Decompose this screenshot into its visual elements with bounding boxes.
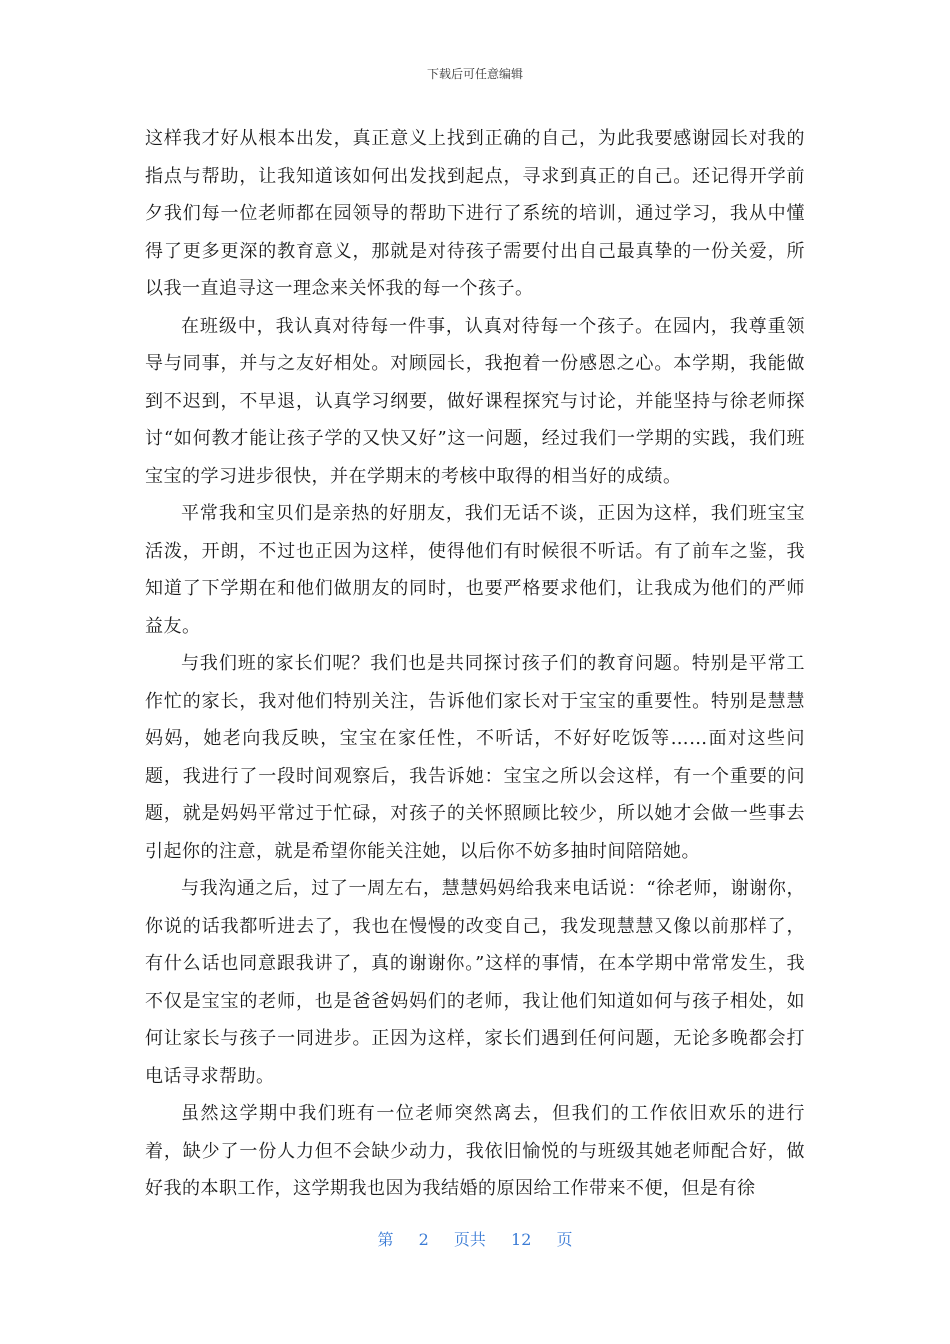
footer-suffix: 页 (556, 1230, 573, 1249)
paragraph-3: 平常我和宝贝们是亲热的好朋友，我们无话不谈，正因为这样，我们班宝宝活泼，开朗，不过也正因为这样，使得他们有时候很不听话。有了前车之鉴，我知道了下学期在和他们做朋友的同时，也要严格要求他们，让我成为他们的严师益友。 (145, 503, 805, 637)
paragraph-5: 与我沟通之后，过了一周左右，慧慧妈妈给我来电话说：“徐老师，谢谢你，你说的话我都听进去了，我也在慢慢的改变自己，我发现慧慧又像以前那样了，有什么话也同意跟我讲了，真的谢谢你。”这样的事情，在本学期中常常发生，我不仅是宝宝的老师，也是爸爸妈妈们的老师，我让他们知道如何与孩子相处，如何让家长与孩子一同进步。正因为这样，家长们遇到任何问题，无论多晚都会打电话寻求帮助。 (145, 878, 805, 1087)
document-body (145, 120, 805, 1208)
footer-current-page: 2 (418, 1230, 429, 1249)
footer-total-pages: 12 (511, 1230, 532, 1249)
page-footer (0, 1230, 950, 1250)
paragraph-2: 在班级中，我认真对待每一件事，认真对待每一个孩子。在园内，我尊重领导与同事，并与之友好相处。对顾园长，我抱着一份感恩之心。本学期，我能做到不迟到，不早退，认真学习纲要，做好课程探究与讨论，并能坚持与徐老师探讨“如何教才能让孩子学的又快又好”这一问题，经过我们一学期的实践，我们班宝宝的学习进步很快，并在学期末的考核中取得的相当好的成绩。 (145, 315, 805, 487)
footer-prefix: 第 (377, 1230, 394, 1249)
page-header-note: 下载后可任意编辑 (426, 67, 523, 81)
paragraph-1: 这样我才好从根本出发，真正意义上找到正确的自己，为此我要感谢园长对我的指点与帮助，让我知道该如何出发找到起点，寻求到真正的自己。还记得开学前夕我们每一位老师都在园领导的帮助下进行了系统的培训，通过学习，我从中懂得了更多更深的教育意义，那就是对待孩子需要付出自己最真挚的一份关爱，所以我一直追寻这一理念来关怀我的每一个孩子。 (145, 128, 805, 299)
footer-middle: 页共 (453, 1230, 486, 1249)
paragraph-4: 与我们班的家长们呢？我们也是共同探讨孩子们的教育问题。特别是平常工作忙的家长，我对他们特别关注，告诉他们家长对于宝宝的重要性。特别是慧慧妈妈，她老向我反映，宝宝在家任性，不听话，不好好吃饭等……面对这些问题，我进行了一段时间观察后，我告诉她：宝宝之所以会这样，有一个重要的问题，就是妈妈平常过于忙碌，对孩子的关怀照顾比较少，所以她才会做一些事去引起你的注意，就是希望你能关注她，以后你不妨多抽时间陪陪她。 (145, 653, 805, 862)
paragraph-6: 虽然这学期中我们班有一位老师突然离去，但我们的工作依旧欢乐的进行着，缺少了一份人力但不会缺少动力，我依旧愉悦的与班级其她老师配合好，做好我的本职工作，这学期我也因为我结婚的原因给工作带来不便，但是有徐 (145, 1103, 805, 1199)
